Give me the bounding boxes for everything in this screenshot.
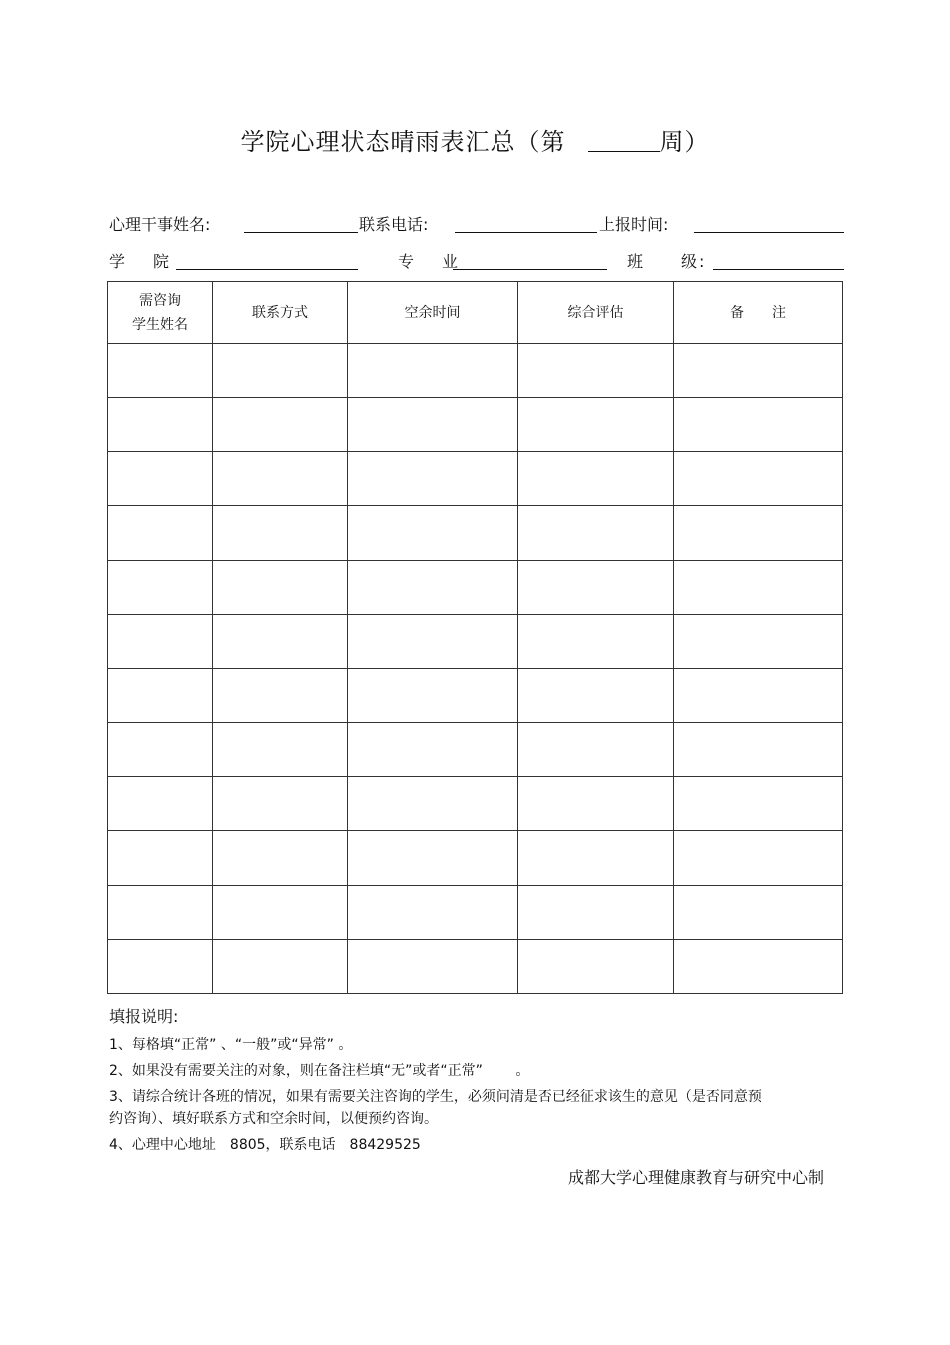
college-label: 学 院 (109, 252, 176, 271)
table-cell[interactable] (518, 398, 674, 452)
table-cell[interactable] (674, 777, 843, 831)
report-time-label: 上报时间: (599, 215, 669, 234)
table-cell[interactable] (518, 452, 674, 506)
header-row-1 (0, 212, 950, 236)
table-cell[interactable] (674, 668, 843, 722)
table-cell[interactable] (213, 506, 348, 560)
table-cell[interactable] (108, 614, 213, 668)
table-row (108, 614, 843, 668)
table-row (108, 560, 843, 614)
table-cell[interactable] (674, 344, 843, 398)
table-row (108, 777, 843, 831)
table-cell[interactable] (674, 560, 843, 614)
table-cell[interactable] (518, 506, 674, 560)
instruction-item: 2、如果没有需要关注的对象，则在备注栏填“无”或者“正常” 。 (109, 1063, 530, 1079)
phone-label: 联系电话: (359, 215, 429, 234)
instructions (109, 1004, 809, 1156)
header-contact: 联系方式 (213, 282, 348, 344)
table-cell[interactable] (518, 560, 674, 614)
major-field[interactable] (453, 269, 607, 270)
report-table (107, 281, 843, 994)
table-row (108, 344, 843, 398)
table-cell[interactable] (108, 398, 213, 452)
table-cell[interactable] (108, 452, 213, 506)
table-cell[interactable] (108, 668, 213, 722)
table-cell[interactable] (348, 777, 518, 831)
table-cell[interactable] (213, 452, 348, 506)
table-cell[interactable] (213, 398, 348, 452)
table-cell[interactable] (674, 506, 843, 560)
table-cell[interactable] (213, 614, 348, 668)
phone-field[interactable] (455, 232, 597, 233)
table-cell[interactable] (348, 614, 518, 668)
table-cell[interactable] (518, 614, 674, 668)
table-cell[interactable] (674, 398, 843, 452)
table-cell[interactable] (213, 777, 348, 831)
table-cell[interactable] (674, 452, 843, 506)
table-cell[interactable] (518, 939, 674, 993)
table-cell[interactable] (674, 885, 843, 939)
major-label: 专 业 (398, 252, 465, 271)
table-cell[interactable] (518, 831, 674, 885)
header-assessment: 综合评估 (518, 282, 674, 344)
table-cell[interactable] (674, 831, 843, 885)
table-cell[interactable] (348, 452, 518, 506)
table-cell[interactable] (108, 344, 213, 398)
table-cell[interactable] (213, 885, 348, 939)
title-main: 学院心理状态晴雨表汇总（第 (240, 128, 566, 156)
header-student-name-line1: 需咨询 (139, 292, 181, 309)
table-cell[interactable] (674, 723, 843, 777)
table-cell[interactable] (674, 614, 843, 668)
class-label: 班 级: (627, 252, 707, 271)
footer-issuer: 成都大学心理健康教育与研究中心制 (567, 1168, 824, 1187)
header-free-time: 空余时间 (348, 282, 518, 344)
table-cell[interactable] (348, 939, 518, 993)
table-cell[interactable] (213, 668, 348, 722)
table-cell[interactable] (518, 723, 674, 777)
table-cell[interactable] (213, 723, 348, 777)
report-time-field[interactable] (694, 232, 844, 233)
table-cell[interactable] (213, 939, 348, 993)
table-cell[interactable] (518, 777, 674, 831)
officer-name-field[interactable] (244, 232, 358, 233)
table-row (108, 939, 843, 993)
table-cell[interactable] (518, 885, 674, 939)
table-row (108, 831, 843, 885)
table-cell[interactable] (518, 344, 674, 398)
table-cell[interactable] (108, 560, 213, 614)
table-cell[interactable] (518, 668, 674, 722)
table-cell[interactable] (348, 398, 518, 452)
table-cell[interactable] (213, 831, 348, 885)
table-row (108, 668, 843, 722)
table-row (108, 452, 843, 506)
header-student-name (108, 282, 213, 344)
officer-name-label: 心理干事姓名: (109, 215, 211, 234)
table-cell[interactable] (348, 831, 518, 885)
table-cell[interactable] (108, 777, 213, 831)
header-remarks: 备 注 (674, 282, 843, 344)
table-cell[interactable] (348, 885, 518, 939)
table-cell[interactable] (108, 506, 213, 560)
table-cell[interactable] (213, 344, 348, 398)
instruction-item: 3、请综合统计各班的情况，如果有需要关注咨询的学生，必须问清是否已经征求该生的意见（是否同意预约咨询）、填好联系方式和空余时间，以便预约咨询。 (109, 1089, 762, 1127)
table-header-row (108, 282, 843, 344)
table-row (108, 398, 843, 452)
table-row (108, 506, 843, 560)
instructions-heading: 填报说明: (109, 1007, 179, 1026)
table-cell[interactable] (213, 560, 348, 614)
table-cell[interactable] (108, 831, 213, 885)
header-student-name-line2: 学生姓名 (132, 316, 188, 333)
instruction-item: 4、心理中心地址 8805，联系电话 88429525 (109, 1137, 421, 1153)
page-title (0, 122, 950, 157)
table-cell[interactable] (348, 344, 518, 398)
table-cell[interactable] (108, 939, 213, 993)
table-cell[interactable] (348, 560, 518, 614)
header-row-2 (0, 249, 950, 273)
table-cell[interactable] (348, 506, 518, 560)
title-suffix: 周） (659, 128, 710, 156)
table-cell[interactable] (348, 668, 518, 722)
college-field[interactable] (176, 269, 358, 270)
week-number-blank[interactable] (588, 125, 660, 152)
class-field[interactable] (713, 269, 844, 270)
table-cell[interactable] (108, 885, 213, 939)
instruction-item: 1、每格填“正常” 、“一般”或“异常” 。 (109, 1037, 353, 1053)
table-row (108, 723, 843, 777)
table-cell[interactable] (348, 723, 518, 777)
table-row (108, 885, 843, 939)
table-cell[interactable] (674, 939, 843, 993)
table-cell[interactable] (108, 723, 213, 777)
